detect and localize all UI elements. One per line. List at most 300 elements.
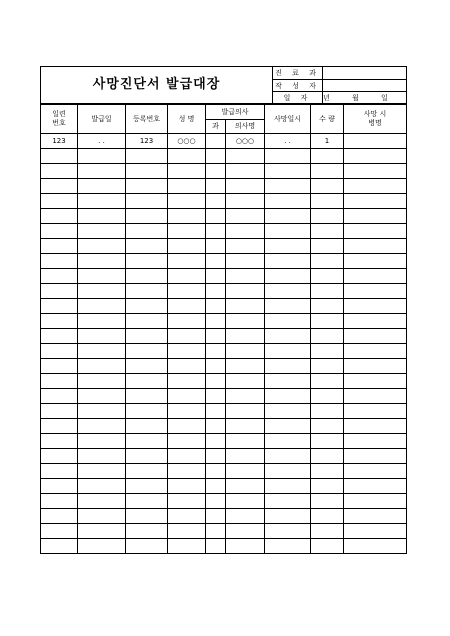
cell-doctor-name[interactable] bbox=[226, 314, 265, 329]
table-row bbox=[41, 224, 407, 239]
cell-doctor-name[interactable] bbox=[226, 209, 265, 224]
cell-name[interactable] bbox=[168, 344, 206, 359]
cell-death-time[interactable] bbox=[265, 359, 311, 374]
cell-reg-no[interactable] bbox=[126, 269, 168, 284]
cell-reg-no[interactable] bbox=[126, 179, 168, 194]
cell-death-time[interactable] bbox=[265, 539, 311, 554]
cell-dept[interactable] bbox=[206, 329, 226, 344]
cell-cause[interactable] bbox=[344, 329, 407, 344]
cell-doctor-name[interactable] bbox=[226, 479, 265, 494]
cell-death-time[interactable] bbox=[265, 509, 311, 524]
cell-dept[interactable] bbox=[206, 194, 226, 209]
cell-doctor-name[interactable] bbox=[226, 359, 265, 374]
cell-death-time[interactable] bbox=[265, 404, 311, 419]
cell-doctor-name[interactable] bbox=[226, 539, 265, 554]
table-row bbox=[41, 509, 407, 524]
table-row bbox=[41, 419, 407, 434]
cell-doctor-name[interactable]: ○○○ bbox=[226, 134, 265, 149]
table-row bbox=[41, 344, 407, 359]
table-row bbox=[41, 479, 407, 494]
cell-serial[interactable] bbox=[41, 209, 78, 224]
cell-death-time[interactable] bbox=[265, 254, 311, 269]
cell-reg-no[interactable] bbox=[126, 434, 168, 449]
cell-issue-date[interactable] bbox=[78, 239, 126, 254]
cell-reg-no[interactable] bbox=[126, 194, 168, 209]
cell-quantity[interactable] bbox=[311, 389, 344, 404]
col-header-name: 성 명 bbox=[168, 105, 206, 134]
table-row bbox=[41, 179, 407, 194]
cell-name[interactable] bbox=[168, 314, 206, 329]
cell-name[interactable] bbox=[168, 209, 206, 224]
cell-name[interactable] bbox=[168, 284, 206, 299]
cell-issue-date[interactable] bbox=[78, 449, 126, 464]
table-row bbox=[41, 494, 407, 509]
cell-issue-date[interactable] bbox=[78, 389, 126, 404]
cell-issue-date[interactable] bbox=[78, 284, 126, 299]
cell-reg-no[interactable] bbox=[126, 344, 168, 359]
meta-value-author[interactable] bbox=[323, 80, 407, 92]
cell-serial[interactable] bbox=[41, 494, 78, 509]
cell-cause[interactable] bbox=[344, 464, 407, 479]
cell-death-time[interactable] bbox=[265, 374, 311, 389]
cell-cause[interactable] bbox=[344, 494, 407, 509]
cell-name[interactable] bbox=[168, 149, 206, 164]
cell-quantity[interactable] bbox=[311, 539, 344, 554]
cell-quantity[interactable] bbox=[311, 194, 344, 209]
cell-cause[interactable] bbox=[344, 389, 407, 404]
cell-doctor-name[interactable] bbox=[226, 194, 265, 209]
table-row bbox=[41, 449, 407, 464]
cell-issue-date[interactable]: . . bbox=[78, 134, 126, 149]
cell-name[interactable] bbox=[168, 359, 206, 374]
cell-doctor-name[interactable] bbox=[226, 179, 265, 194]
cell-serial[interactable] bbox=[41, 239, 78, 254]
cell-name[interactable] bbox=[168, 539, 206, 554]
cell-name[interactable] bbox=[168, 224, 206, 239]
cell-doctor-name[interactable] bbox=[226, 374, 265, 389]
cell-cause[interactable] bbox=[344, 434, 407, 449]
cell-doctor-name[interactable] bbox=[226, 434, 265, 449]
cell-death-time[interactable] bbox=[265, 149, 311, 164]
col-header-issuing-doctor: 발급의사 bbox=[206, 105, 265, 120]
cell-cause[interactable] bbox=[344, 209, 407, 224]
cell-doctor-name[interactable] bbox=[226, 449, 265, 464]
table-row bbox=[41, 284, 407, 299]
cell-cause[interactable] bbox=[344, 419, 407, 434]
cell-dept[interactable] bbox=[206, 524, 226, 539]
cell-dept[interactable] bbox=[206, 239, 226, 254]
cell-death-time[interactable] bbox=[265, 269, 311, 284]
cell-serial[interactable] bbox=[41, 404, 78, 419]
cell-doctor-name[interactable] bbox=[226, 494, 265, 509]
cell-reg-no[interactable] bbox=[126, 239, 168, 254]
table-row bbox=[41, 539, 407, 554]
cell-death-time[interactable]: . . bbox=[265, 134, 311, 149]
col-header-dept: 과 bbox=[206, 120, 226, 134]
cell-quantity[interactable] bbox=[311, 449, 344, 464]
cell-dept[interactable] bbox=[206, 299, 226, 314]
meta-label-author: 작 성 자 bbox=[273, 80, 323, 92]
cell-death-time[interactable] bbox=[265, 284, 311, 299]
col-header-doctor-name: 의사명 bbox=[226, 120, 265, 134]
cell-quantity[interactable] bbox=[311, 494, 344, 509]
cell-issue-date[interactable] bbox=[78, 254, 126, 269]
cell-issue-date[interactable] bbox=[78, 179, 126, 194]
cell-issue-date[interactable] bbox=[78, 479, 126, 494]
cell-cause[interactable] bbox=[344, 239, 407, 254]
col-header-death-time: 사망일시 bbox=[265, 105, 311, 134]
cell-reg-no[interactable] bbox=[126, 524, 168, 539]
cell-quantity[interactable] bbox=[311, 314, 344, 329]
cell-serial[interactable] bbox=[41, 149, 78, 164]
cell-dept[interactable] bbox=[206, 419, 226, 434]
cell-dept[interactable] bbox=[206, 344, 226, 359]
cell-quantity[interactable] bbox=[311, 374, 344, 389]
cell-quantity[interactable] bbox=[311, 329, 344, 344]
cell-issue-date[interactable] bbox=[78, 269, 126, 284]
cell-name[interactable] bbox=[168, 164, 206, 179]
cell-name[interactable]: ○○○ bbox=[168, 134, 206, 149]
cell-dept[interactable] bbox=[206, 509, 226, 524]
cell-issue-date[interactable] bbox=[78, 149, 126, 164]
cell-reg-no[interactable] bbox=[126, 314, 168, 329]
col-header-serial bbox=[41, 105, 78, 134]
cell-dept[interactable] bbox=[206, 479, 226, 494]
cell-dept[interactable] bbox=[206, 374, 226, 389]
cell-serial[interactable] bbox=[41, 509, 78, 524]
cell-cause[interactable] bbox=[344, 314, 407, 329]
cell-quantity[interactable] bbox=[311, 299, 344, 314]
cell-reg-no[interactable] bbox=[126, 404, 168, 419]
cell-dept[interactable] bbox=[206, 284, 226, 299]
col-header-cause-line2: 병명 bbox=[368, 119, 382, 127]
table-row bbox=[41, 194, 407, 209]
cell-serial[interactable] bbox=[41, 419, 78, 434]
cell-death-time[interactable] bbox=[265, 494, 311, 509]
cell-quantity[interactable] bbox=[311, 359, 344, 374]
cell-serial[interactable] bbox=[41, 269, 78, 284]
cell-issue-date[interactable] bbox=[78, 224, 126, 239]
table-row bbox=[41, 434, 407, 449]
cell-serial[interactable] bbox=[41, 449, 78, 464]
table-row bbox=[41, 134, 407, 149]
cell-name[interactable] bbox=[168, 419, 206, 434]
cell-cause[interactable] bbox=[344, 134, 407, 149]
cell-doctor-name[interactable] bbox=[226, 419, 265, 434]
cell-cause[interactable] bbox=[344, 449, 407, 464]
cell-cause[interactable] bbox=[344, 254, 407, 269]
cell-reg-no[interactable] bbox=[126, 209, 168, 224]
cell-death-time[interactable] bbox=[265, 329, 311, 344]
cell-doctor-name[interactable] bbox=[226, 509, 265, 524]
cell-doctor-name[interactable] bbox=[226, 224, 265, 239]
cell-dept[interactable] bbox=[206, 254, 226, 269]
cell-cause[interactable] bbox=[344, 344, 407, 359]
cell-doctor-name[interactable] bbox=[226, 299, 265, 314]
cell-reg-no[interactable] bbox=[126, 224, 168, 239]
cell-death-time[interactable] bbox=[265, 434, 311, 449]
cell-cause[interactable] bbox=[344, 374, 407, 389]
table-row bbox=[41, 299, 407, 314]
cell-name[interactable] bbox=[168, 389, 206, 404]
cell-dept[interactable] bbox=[206, 539, 226, 554]
cell-serial[interactable]: 123 bbox=[41, 134, 78, 149]
cell-reg-no[interactable] bbox=[126, 164, 168, 179]
cell-name[interactable] bbox=[168, 374, 206, 389]
cell-issue-date[interactable] bbox=[78, 194, 126, 209]
cell-quantity[interactable] bbox=[311, 179, 344, 194]
cell-death-time[interactable] bbox=[265, 419, 311, 434]
cell-death-time[interactable] bbox=[265, 389, 311, 404]
cell-doctor-name[interactable] bbox=[226, 254, 265, 269]
cell-reg-no[interactable] bbox=[126, 449, 168, 464]
cell-quantity[interactable] bbox=[311, 479, 344, 494]
cell-quantity[interactable] bbox=[311, 239, 344, 254]
cell-serial[interactable] bbox=[41, 299, 78, 314]
table-row bbox=[41, 254, 407, 269]
cell-serial[interactable] bbox=[41, 314, 78, 329]
cell-cause[interactable] bbox=[344, 524, 407, 539]
cell-reg-no[interactable]: 123 bbox=[126, 134, 168, 149]
table-row bbox=[41, 374, 407, 389]
cell-dept[interactable] bbox=[206, 464, 226, 479]
cell-serial[interactable] bbox=[41, 284, 78, 299]
cell-death-time[interactable] bbox=[265, 209, 311, 224]
register-sheet bbox=[40, 66, 406, 554]
cell-death-time[interactable] bbox=[265, 164, 311, 179]
cell-death-time[interactable] bbox=[265, 314, 311, 329]
cell-issue-date[interactable] bbox=[78, 344, 126, 359]
table-row bbox=[41, 524, 407, 539]
cell-issue-date[interactable] bbox=[78, 374, 126, 389]
col-header-quantity: 수 량 bbox=[311, 105, 344, 134]
cell-death-time[interactable] bbox=[265, 299, 311, 314]
cell-serial[interactable] bbox=[41, 359, 78, 374]
cell-name[interactable] bbox=[168, 449, 206, 464]
cell-quantity[interactable] bbox=[311, 404, 344, 419]
cell-issue-date[interactable] bbox=[78, 299, 126, 314]
cell-quantity[interactable] bbox=[311, 464, 344, 479]
cell-cause[interactable] bbox=[344, 179, 407, 194]
cell-cause[interactable] bbox=[344, 284, 407, 299]
cell-issue-date[interactable] bbox=[78, 314, 126, 329]
cell-death-time[interactable] bbox=[265, 344, 311, 359]
meta-value-date[interactable]: 년 월 일 bbox=[323, 92, 407, 104]
cell-serial[interactable] bbox=[41, 389, 78, 404]
cell-death-time[interactable] bbox=[265, 464, 311, 479]
cell-name[interactable] bbox=[168, 329, 206, 344]
cell-serial[interactable] bbox=[41, 224, 78, 239]
cell-serial[interactable] bbox=[41, 539, 78, 554]
cell-dept[interactable] bbox=[206, 389, 226, 404]
cell-death-time[interactable] bbox=[265, 224, 311, 239]
cell-issue-date[interactable] bbox=[78, 509, 126, 524]
cell-reg-no[interactable] bbox=[126, 149, 168, 164]
cell-serial[interactable] bbox=[41, 479, 78, 494]
cell-issue-date[interactable] bbox=[78, 359, 126, 374]
cell-death-time[interactable] bbox=[265, 524, 311, 539]
cell-quantity[interactable] bbox=[311, 149, 344, 164]
cell-issue-date[interactable] bbox=[78, 434, 126, 449]
cell-serial[interactable] bbox=[41, 434, 78, 449]
cell-name[interactable] bbox=[168, 179, 206, 194]
cell-name[interactable] bbox=[168, 194, 206, 209]
cell-quantity[interactable] bbox=[311, 344, 344, 359]
cell-cause[interactable] bbox=[344, 149, 407, 164]
cell-dept[interactable] bbox=[206, 359, 226, 374]
cell-doctor-name[interactable] bbox=[226, 329, 265, 344]
cell-reg-no[interactable] bbox=[126, 284, 168, 299]
cell-quantity[interactable] bbox=[311, 164, 344, 179]
cell-serial[interactable] bbox=[41, 344, 78, 359]
cell-reg-no[interactable] bbox=[126, 329, 168, 344]
cell-quantity[interactable] bbox=[311, 269, 344, 284]
cell-cause[interactable] bbox=[344, 479, 407, 494]
col-header-serial-line1: 일련 bbox=[52, 110, 66, 118]
cell-doctor-name[interactable] bbox=[226, 149, 265, 164]
cell-name[interactable] bbox=[168, 404, 206, 419]
cell-serial[interactable] bbox=[41, 179, 78, 194]
cell-name[interactable] bbox=[168, 524, 206, 539]
cell-dept[interactable] bbox=[206, 179, 226, 194]
cell-quantity[interactable] bbox=[311, 284, 344, 299]
cell-name[interactable] bbox=[168, 479, 206, 494]
cell-doctor-name[interactable] bbox=[226, 269, 265, 284]
cell-doctor-name[interactable] bbox=[226, 524, 265, 539]
cell-reg-no[interactable] bbox=[126, 389, 168, 404]
cell-cause[interactable] bbox=[344, 539, 407, 554]
cell-doctor-name[interactable] bbox=[226, 344, 265, 359]
cell-cause[interactable] bbox=[344, 359, 407, 374]
cell-serial[interactable] bbox=[41, 524, 78, 539]
cell-doctor-name[interactable] bbox=[226, 404, 265, 419]
cell-cause[interactable] bbox=[344, 194, 407, 209]
cell-issue-date[interactable] bbox=[78, 539, 126, 554]
cell-doctor-name[interactable] bbox=[226, 464, 265, 479]
cell-quantity[interactable]: 1 bbox=[311, 134, 344, 149]
cell-death-time[interactable] bbox=[265, 239, 311, 254]
cell-name[interactable] bbox=[168, 494, 206, 509]
cell-issue-date[interactable] bbox=[78, 209, 126, 224]
cell-death-time[interactable] bbox=[265, 179, 311, 194]
cell-serial[interactable] bbox=[41, 164, 78, 179]
table-row bbox=[41, 404, 407, 419]
cell-dept[interactable] bbox=[206, 224, 226, 239]
cell-quantity[interactable] bbox=[311, 254, 344, 269]
cell-quantity[interactable] bbox=[311, 419, 344, 434]
cell-doctor-name[interactable] bbox=[226, 389, 265, 404]
meta-value-dept[interactable] bbox=[323, 67, 407, 80]
register-table bbox=[40, 104, 407, 554]
cell-dept[interactable] bbox=[206, 434, 226, 449]
cell-issue-date[interactable] bbox=[78, 164, 126, 179]
page-title: 사망진단서 발급대장 bbox=[41, 67, 273, 104]
cell-cause[interactable] bbox=[344, 224, 407, 239]
cell-name[interactable] bbox=[168, 299, 206, 314]
cell-reg-no[interactable] bbox=[126, 494, 168, 509]
cell-serial[interactable] bbox=[41, 464, 78, 479]
cell-cause[interactable] bbox=[344, 269, 407, 284]
cell-name[interactable] bbox=[168, 269, 206, 284]
cell-cause[interactable] bbox=[344, 509, 407, 524]
cell-death-time[interactable] bbox=[265, 449, 311, 464]
cell-name[interactable] bbox=[168, 464, 206, 479]
cell-death-time[interactable] bbox=[265, 479, 311, 494]
cell-quantity[interactable] bbox=[311, 509, 344, 524]
cell-serial[interactable] bbox=[41, 254, 78, 269]
cell-reg-no[interactable] bbox=[126, 359, 168, 374]
cell-dept[interactable] bbox=[206, 494, 226, 509]
cell-quantity[interactable] bbox=[311, 224, 344, 239]
table-row bbox=[41, 329, 407, 344]
cell-reg-no[interactable] bbox=[126, 299, 168, 314]
cell-reg-no[interactable] bbox=[126, 419, 168, 434]
cell-quantity[interactable] bbox=[311, 209, 344, 224]
table-row bbox=[41, 269, 407, 284]
cell-issue-date[interactable] bbox=[78, 329, 126, 344]
cell-dept[interactable] bbox=[206, 449, 226, 464]
cell-doctor-name[interactable] bbox=[226, 284, 265, 299]
cell-dept[interactable] bbox=[206, 149, 226, 164]
meta-label-dept: 진 료 과 bbox=[273, 67, 323, 80]
cell-issue-date[interactable] bbox=[78, 419, 126, 434]
cell-name[interactable] bbox=[168, 254, 206, 269]
cell-dept[interactable] bbox=[206, 314, 226, 329]
cell-serial[interactable] bbox=[41, 329, 78, 344]
cell-dept[interactable] bbox=[206, 134, 226, 149]
table-row bbox=[41, 239, 407, 254]
cell-issue-date[interactable] bbox=[78, 494, 126, 509]
cell-serial[interactable] bbox=[41, 194, 78, 209]
cell-cause[interactable] bbox=[344, 299, 407, 314]
cell-reg-no[interactable] bbox=[126, 374, 168, 389]
cell-dept[interactable] bbox=[206, 404, 226, 419]
meta-label-date: 일 자 bbox=[273, 92, 323, 104]
cell-death-time[interactable] bbox=[265, 194, 311, 209]
table-row bbox=[41, 164, 407, 179]
cell-dept[interactable] bbox=[206, 164, 226, 179]
cell-reg-no[interactable] bbox=[126, 479, 168, 494]
col-header-cause-line1: 사망 시 bbox=[363, 110, 387, 118]
cell-doctor-name[interactable] bbox=[226, 239, 265, 254]
cell-issue-date[interactable] bbox=[78, 404, 126, 419]
table-row bbox=[41, 359, 407, 374]
cell-name[interactable] bbox=[168, 434, 206, 449]
cell-doctor-name[interactable] bbox=[226, 164, 265, 179]
header-table bbox=[40, 66, 407, 104]
cell-reg-no[interactable] bbox=[126, 464, 168, 479]
cell-reg-no[interactable] bbox=[126, 539, 168, 554]
col-header-issue-date: 발급일 bbox=[78, 105, 126, 134]
cell-name[interactable] bbox=[168, 239, 206, 254]
cell-dept[interactable] bbox=[206, 209, 226, 224]
cell-serial[interactable] bbox=[41, 374, 78, 389]
cell-issue-date[interactable] bbox=[78, 464, 126, 479]
table-row bbox=[41, 464, 407, 479]
cell-quantity[interactable] bbox=[311, 524, 344, 539]
cell-reg-no[interactable] bbox=[126, 254, 168, 269]
cell-cause[interactable] bbox=[344, 164, 407, 179]
cell-cause[interactable] bbox=[344, 404, 407, 419]
table-row bbox=[41, 389, 407, 404]
cell-dept[interactable] bbox=[206, 269, 226, 284]
cell-issue-date[interactable] bbox=[78, 524, 126, 539]
cell-name[interactable] bbox=[168, 509, 206, 524]
col-header-cause bbox=[344, 105, 407, 134]
table-row bbox=[41, 314, 407, 329]
cell-quantity[interactable] bbox=[311, 434, 344, 449]
cell-reg-no[interactable] bbox=[126, 509, 168, 524]
